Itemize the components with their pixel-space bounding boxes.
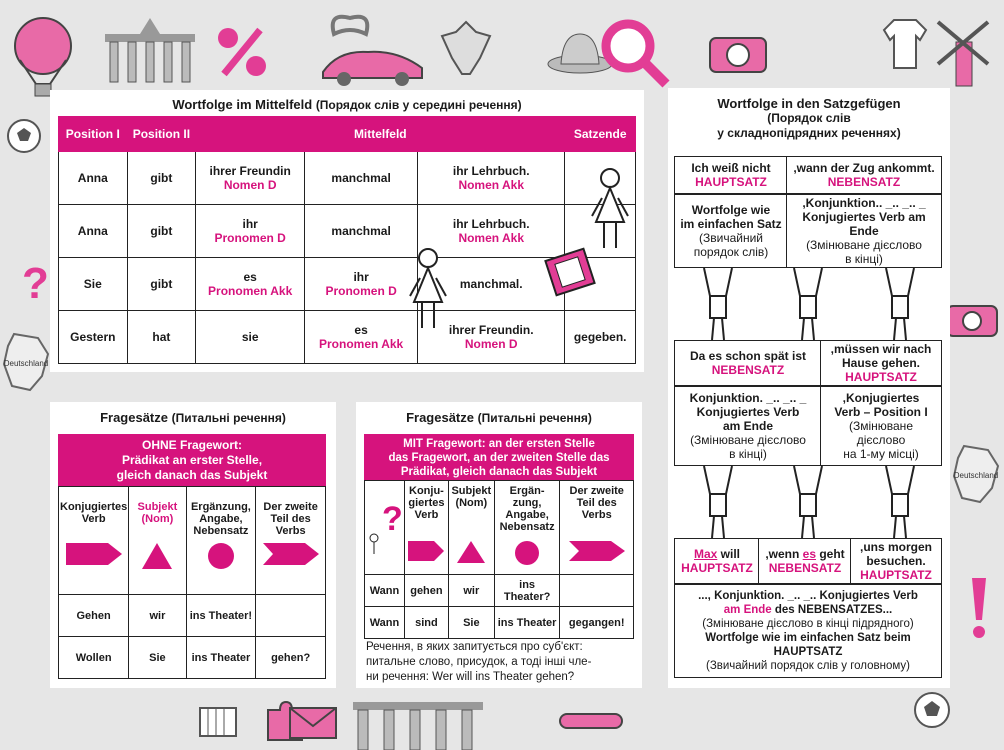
table-row — [59, 311, 636, 364]
box-label: NEBENSATZ — [768, 561, 842, 575]
frage2-title — [356, 410, 642, 425]
frage1-table — [58, 486, 326, 679]
box-text: HAUPTSATZ — [773, 646, 843, 658]
box-text: (Змінюване дієслово в кінці підрядного) — [702, 618, 914, 630]
hauptsatz-box — [674, 538, 760, 584]
satzgefuege-title — [668, 96, 950, 141]
cell: wir — [129, 595, 186, 637]
subject-word: es — [802, 547, 817, 561]
deutschland-label: Deutschland — [3, 359, 49, 368]
cell: ins Theater — [186, 637, 256, 679]
shirt-icon — [880, 16, 930, 72]
person-figure-icon — [588, 166, 632, 252]
mittelfeld-panel — [50, 90, 644, 372]
rule-box — [820, 386, 942, 466]
camera-icon — [706, 26, 770, 76]
cell-text: ihr — [353, 270, 369, 284]
cell-text: ihr Lehrbuch. — [452, 164, 530, 178]
box-text: (Звичайний порядок слів у головному) — [705, 660, 911, 672]
arrow-shape-icon — [64, 541, 124, 567]
table-row — [59, 152, 636, 205]
frage1-title — [50, 410, 336, 425]
cell-case: Pronomen D — [325, 284, 397, 298]
cell-text: ihrer Freundin — [209, 164, 291, 178]
cell-text: manchmal — [331, 224, 391, 238]
fragesaetze-ohne-panel — [50, 402, 336, 688]
box-text: Ende — [849, 224, 879, 238]
cell — [560, 575, 634, 607]
nebensatz-box — [674, 340, 822, 386]
cell: hat — [127, 311, 196, 364]
header-mittelfeld: Mittelfeld — [196, 117, 565, 152]
box-label: HAUPTSATZ — [695, 175, 767, 189]
eagle-icon — [440, 18, 492, 78]
people-lifting-figures — [678, 268, 940, 342]
windmill-icon — [928, 8, 998, 88]
hot-air-balloon-icon — [8, 14, 78, 100]
chevron-shape-icon — [567, 539, 627, 563]
brandenburg-gate-icon — [100, 14, 200, 84]
question-cell — [365, 481, 405, 575]
banner-line: gleich danach das Subjekt — [116, 468, 268, 482]
col-ergaenzung — [186, 487, 256, 595]
cell-text: es — [243, 270, 257, 284]
box-text: des NEBENSATZES... — [771, 604, 893, 616]
box-text: порядок слів) — [693, 245, 769, 259]
subject-word: Max — [693, 547, 718, 561]
header-position-1: Position I — [59, 117, 128, 152]
cell: Anna — [59, 205, 128, 258]
box-text: ,müssen wir nach — [830, 342, 932, 356]
box-text: (Змінюване дієслово — [806, 238, 922, 252]
cell: Wann — [365, 575, 405, 607]
table-row — [59, 637, 326, 679]
box-text: Hause gehen. — [841, 356, 921, 370]
frage1-title-de: Fragesätze — [100, 410, 168, 425]
cell: wir — [448, 575, 494, 607]
cell: gibt — [127, 152, 196, 205]
col-label: Ergän-zung, Angabe, Nebensatz — [499, 485, 555, 533]
cell — [196, 205, 305, 258]
box-text: ,Konjunktion.. _.. _.. _ — [802, 196, 926, 210]
col-label: Konjugiertes Verb — [60, 501, 128, 525]
col-zweiter-teil — [256, 487, 326, 595]
sausage-icon — [556, 700, 626, 740]
col-label: Ergänzung, Angabe, Nebensatz — [190, 501, 251, 537]
cell: ins Theater! — [186, 595, 256, 637]
box-text: дієслово — [856, 433, 906, 447]
box-text: Konjunktion. _.. _.. _ — [689, 391, 807, 405]
car-icon — [318, 42, 428, 88]
box-label: NEBENSATZ — [827, 175, 901, 189]
box-text: ..., Konjunktion. _.. _.. Konjugiertes Verb — [698, 590, 918, 602]
hauptsatz-box — [850, 538, 942, 584]
fragesaetze-mit-panel — [356, 402, 642, 688]
deutschland-map-icon — [0, 332, 52, 392]
cell: gibt — [127, 205, 196, 258]
box-text — [759, 547, 851, 561]
col-label: Der zweite Teil des Verbs — [263, 501, 318, 537]
cell: gegeben. — [565, 311, 636, 364]
banner-line: MIT Fragewort: an der ersten Stelle — [403, 438, 595, 450]
circle-shape-icon — [513, 539, 541, 567]
box-text — [675, 547, 759, 561]
box-label: HAUPTSATZ — [845, 370, 917, 384]
col-verb — [59, 487, 129, 595]
cell-case: Nomen D — [223, 178, 277, 192]
hauptsatz-box — [820, 340, 942, 386]
col-label: Konju-giertes Verb — [408, 485, 445, 521]
banner-line: OHNE Fragewort: — [141, 438, 242, 452]
col-zweiter-teil — [560, 481, 634, 575]
hauptsatz-box — [674, 156, 788, 194]
col-label: Subjekt (Nom) — [137, 501, 178, 525]
header-position-2: Position II — [127, 117, 196, 152]
box-label: NEBENSATZ — [711, 363, 785, 377]
cell — [196, 152, 305, 205]
accordion-icon — [196, 700, 240, 744]
nebensatz-box — [758, 538, 852, 584]
satzgefuege-title-ua: у складнопідрядних реченнях) — [717, 126, 901, 140]
pretzel-icon — [326, 6, 374, 42]
triangle-shape-icon — [455, 539, 487, 565]
cell — [305, 258, 418, 311]
camera-icon — [944, 296, 1000, 340]
mittelfeld-title-ua: (Порядок слів у середині речення) — [315, 98, 522, 112]
rule-box — [674, 584, 942, 678]
exclamation-icon — [958, 574, 998, 644]
note-line: ни речення: Wer will ins Theater gehen? — [366, 671, 575, 683]
cell — [305, 152, 418, 205]
cell-case: Pronomen Akk — [318, 337, 404, 351]
box-text: ,Konjugiertes — [842, 391, 920, 405]
banner-line: Prädikat, gleich danach das Subjekt — [400, 466, 598, 478]
cell-text: ihr — [242, 217, 258, 231]
cell — [418, 152, 565, 205]
col-label: Subjekt (Nom) — [451, 485, 492, 509]
person-figure-icon — [406, 246, 450, 332]
verb-word: will — [717, 547, 740, 561]
box-label: HAUPTSATZ — [681, 561, 753, 575]
box-text: ,uns morgen — [859, 540, 932, 554]
header-satzende: Satzende — [565, 117, 636, 152]
box-text: в кінці) — [729, 447, 767, 461]
cell — [196, 311, 305, 364]
cell — [196, 258, 305, 311]
satzgefuege-panel — [668, 88, 950, 688]
deutschland-map-icon — [950, 444, 1002, 504]
cell: gibt — [127, 258, 196, 311]
satzgefuege-title-ua: (Порядок слів — [767, 111, 851, 125]
frage2-banner — [364, 434, 634, 480]
frage2-note — [366, 640, 636, 685]
box-text: (Звичайний — [699, 231, 763, 245]
highlight-text: am Ende — [723, 604, 772, 616]
box-text — [675, 603, 941, 617]
cell-case: Nomen Akk — [458, 231, 525, 245]
cell-case: Nomen D — [464, 337, 518, 351]
satzgefuege-title-de: Wortfolge in den Satzgefügen — [717, 96, 901, 111]
box-text: ,wann der Zug ankommt. — [793, 161, 935, 175]
box-label: HAUPTSATZ — [860, 568, 932, 582]
cell: Sie — [129, 637, 186, 679]
circle-shape-icon — [206, 541, 236, 571]
mittelfeld-title-de: Wortfolge im Mittelfeld — [172, 97, 313, 112]
cell-text: manchmal. — [459, 277, 523, 291]
cell-text: manchmal — [331, 171, 391, 185]
frage1-header-row — [59, 487, 326, 595]
box-text: am Ende — [722, 419, 773, 433]
conj-word: ,wenn — [765, 547, 803, 561]
cell: Gehen — [59, 595, 129, 637]
table-row — [365, 575, 634, 607]
box-text: Konjugiertes Verb am — [802, 210, 926, 224]
cell: ins Theater? — [494, 575, 560, 607]
mittelfeld-table — [58, 116, 636, 364]
table-row — [59, 595, 326, 637]
magnifier-icon — [598, 16, 670, 88]
frage2-title-ua: (Питальні речення) — [477, 411, 592, 425]
cell-text: ihr Lehrbuch. — [452, 217, 530, 231]
box-text: (Змінюване — [848, 419, 913, 433]
triangle-shape-icon — [140, 541, 174, 571]
banner-line: das Fragewort, an der zweiten Stelle das — [388, 452, 610, 464]
cell: gehen? — [256, 637, 326, 679]
frage2-title-de: Fragesätze — [406, 410, 474, 425]
box-text: Ich weiß nicht — [691, 161, 771, 175]
box-text: в кінці) — [845, 252, 883, 266]
brandenburg-gate-icon — [348, 694, 488, 750]
cell-text: ihrer Freundin. — [448, 323, 534, 337]
frage1-title-ua: (Питальні речення) — [171, 411, 286, 425]
cell-case: Pronomen Akk — [208, 284, 293, 298]
thinking-person-icon — [366, 496, 402, 556]
mittelfeld-header-row — [59, 117, 636, 152]
cell: Wann — [365, 607, 405, 639]
rule-box — [674, 194, 788, 268]
box-text: Verb – Position I — [834, 405, 928, 419]
note-line: Речення, в яких запитується про суб'єкт: — [366, 641, 583, 653]
soccer-ball-icon — [6, 118, 42, 154]
banner-line: Prädikat an erster Stelle, — [121, 453, 263, 467]
col-label: Der zweite Teil des Verbs — [569, 485, 624, 521]
cell: gegangen! — [560, 607, 634, 639]
box-text: Wortfolge wie — [691, 203, 771, 217]
frage1-banner — [58, 434, 326, 486]
box-text: besuchen. — [866, 554, 926, 568]
box-text: (Змінюване дієслово — [690, 433, 806, 447]
arrow-shape-icon — [406, 539, 446, 563]
frage2-header-row — [365, 481, 634, 575]
col-verb — [404, 481, 448, 575]
cell — [305, 205, 418, 258]
rule-box — [786, 194, 942, 268]
cell: sind — [404, 607, 448, 639]
box-text: Konjugiertes Verb — [696, 405, 800, 419]
percent-icon — [212, 22, 272, 82]
cell-text: sie — [241, 330, 259, 344]
cell — [305, 311, 418, 364]
cell: Wollen — [59, 637, 129, 679]
col-subjekt — [129, 487, 186, 595]
cell: Gestern — [59, 311, 128, 364]
box-text: Wortfolge wie im einfachen Satz beim — [705, 632, 911, 644]
cell-case: Pronomen D — [214, 231, 286, 245]
book-icon — [544, 246, 600, 298]
soccer-ball-icon — [912, 690, 952, 730]
cell: ins Theater — [494, 607, 560, 639]
people-lifting-figures — [678, 466, 940, 540]
box-text: на 1-му місці) — [843, 447, 919, 461]
verb-word: geht — [816, 547, 845, 561]
svg-text:?: ? — [382, 500, 403, 538]
rule-box — [674, 386, 822, 466]
col-ergaenzung — [494, 481, 560, 575]
table-row — [365, 607, 634, 639]
cell-text: es — [354, 323, 368, 337]
envelope-icon — [288, 702, 338, 742]
mittelfeld-title — [50, 97, 644, 112]
nebensatz-box — [786, 156, 942, 194]
deutschland-label: Deutschland — [953, 471, 999, 480]
cell-case: Nomen Akk — [458, 178, 525, 192]
chevron-shape-icon — [261, 541, 321, 567]
cell: gehen — [404, 575, 448, 607]
frage2-table — [364, 480, 634, 639]
cell — [256, 595, 326, 637]
cell: Anna — [59, 152, 128, 205]
cell: Sie — [448, 607, 494, 639]
cell: Sie — [59, 258, 128, 311]
col-subjekt — [448, 481, 494, 575]
box-text: Da es schon spät ist — [689, 349, 807, 363]
note-line: питальне слово, присудок, а тоді інші чле- — [366, 656, 592, 668]
box-text: im einfachen Satz — [680, 217, 782, 231]
question-mark-icon: ? — [22, 259, 49, 308]
